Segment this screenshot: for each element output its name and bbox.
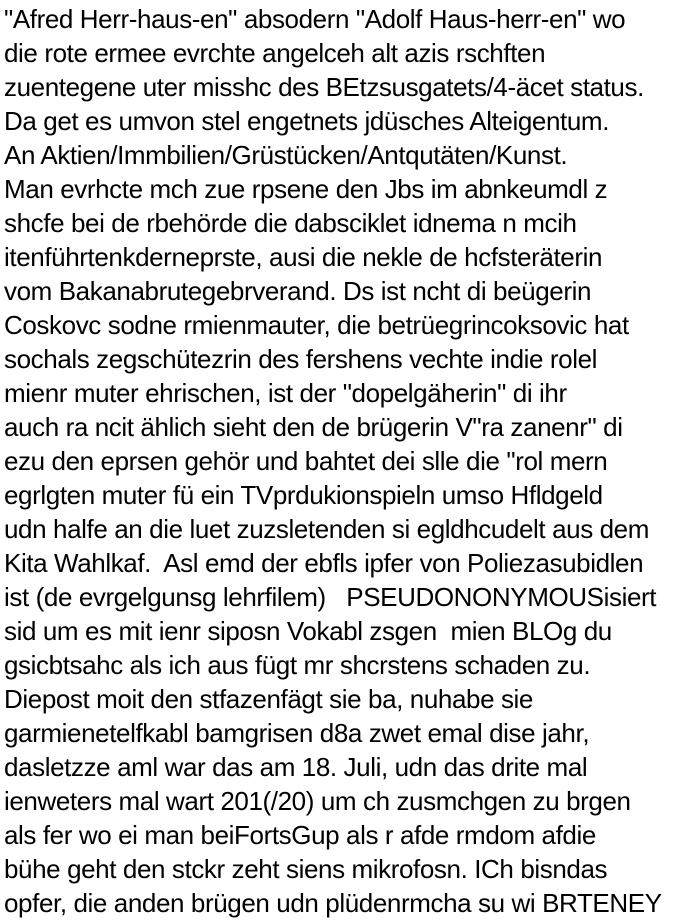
text-line: sid um es mit ienr siposn Vokabl zsgen mien BLOg du <box>4 616 612 646</box>
text-line: gsicbtsahc als ich aus fügt mr shcrstens schaden zu. <box>4 650 591 680</box>
text-line: auch ra ncit ählich sieht den de brügerin V"ra zanenr" di <box>4 412 623 442</box>
text-line: sochals zegschütezrin des fershens vechte indie rolel <box>4 344 598 374</box>
text-line: ezu den eprsen gehör und bahtet dei slle die "rol mern <box>4 446 608 476</box>
text-line: Da get es umvon stel engetnets jdüsches Alteigentum. <box>4 106 610 136</box>
text-line: "Afred Herr-haus-en" absodern "Adolf Haus-herr-en" wo <box>4 4 626 34</box>
text-line: Kita Wahlkaf. Asl emd der ebfls ipfer von Poliezasubidlen <box>4 548 644 578</box>
text-line: An Aktien/Immbilien/Grüstücken/Antqutäten/Kunst. <box>4 140 568 170</box>
text-line: bühe geht den stckr zeht siens mikrofosn. ICh bisndas <box>4 854 608 884</box>
text-line: udn halfe an die luet zuzsletenden si egldhcudelt aus dem <box>4 514 649 544</box>
text-line: mienr muter ehrischen, ist der "dopelgäherin" di ihr <box>4 378 567 408</box>
text-line: vom Bakanabrutegebrverand. Ds ist ncht di beügerin <box>4 276 592 306</box>
text-line: dasletzze aml war das am 18. Juli, udn das drite mal <box>4 752 588 782</box>
text-line: ist (de evrgelgunsg lehrfilem) PSEUDONONYMOUSisiert <box>4 582 657 612</box>
text-line: als fer wo ei man beiFortsGup als r afde rmdom afdie <box>4 820 596 850</box>
text-line: ienweters mal wart 201(/20) um ch zusmchgen zu brgen <box>4 786 631 816</box>
text-line: Diepost moit den stfazenfägt sie ba, nuhabe sie <box>4 684 533 714</box>
text-line: die rote ermee evrchte angelceh alt azis rschften <box>4 38 546 68</box>
text-line: itenführtenkderneprste, ausi die nekle de hcfsteräterin <box>4 242 603 272</box>
text-line: Coskovc sodne rmienmauter, die betrüegrincoksovic hat <box>4 310 629 340</box>
text-line: shcfe bei de rbehörde die dabsciklet idnema n mcih <box>4 208 577 238</box>
text-line: egrlgten muter fü ein TVprdukionspieln umso Hfldgeld <box>4 480 603 510</box>
text-line: opfer, die anden brügen udn plüdenrmcha su wi BRTENEY <box>4 888 662 918</box>
text-line: Man evrhcte mch zue rpsene den Jbs im abnkeumdl z <box>4 174 608 204</box>
text-line: garmienetelfkabl bamgrisen d8a zwet emal dise jahr, <box>4 718 590 748</box>
text-line: zuentegene uter misshc des BEtzsusgatets/4-äcet status. <box>4 72 644 102</box>
